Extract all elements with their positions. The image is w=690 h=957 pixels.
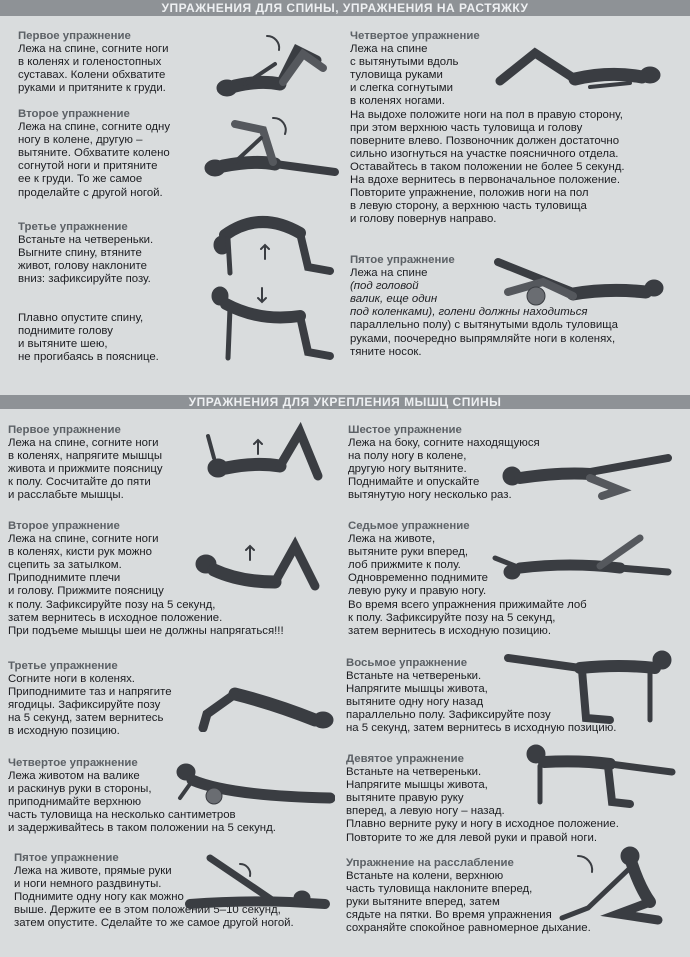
ex-line: в коленях, кисти рук можно: [8, 546, 152, 559]
ex-title: Шестое упражнение: [348, 424, 462, 436]
ex-line: и голову повернув направо.: [350, 213, 497, 226]
ex-title: Девятое упражнение: [346, 753, 464, 765]
ex-title: Первое упражнение: [18, 30, 131, 42]
figure-quadruped-leg: [500, 642, 675, 726]
ex-line: часть туловища наклоните вперед,: [346, 883, 533, 896]
ex-line: вытяните. Обхватите колено: [18, 147, 170, 160]
ex-line: Лежа на спине, согните ноги: [8, 437, 159, 450]
stretch-ex3-part2: [18, 312, 159, 364]
ex-line: ногу в колене, другую –: [18, 134, 143, 147]
figure-bridge: [195, 670, 340, 732]
ex-title: Четвертое упражнение: [350, 30, 480, 42]
figure-pelvic-press: [200, 418, 340, 498]
figure-leg-extension: [478, 252, 673, 314]
figure-bird-dog: [500, 740, 678, 810]
ex-line: сильно изогнуться на участке поясничного отдела.: [350, 147, 619, 160]
ex-line: Приподнимите таз и напрягите: [8, 686, 172, 699]
ex-line: ягодицы. Зафиксируйте позу: [8, 699, 161, 712]
ex-line: левую руку и правую ногу.: [348, 585, 487, 598]
figure-knees-to-chest: [205, 28, 335, 100]
ex-line: поверните влево. Позвоночник должен достаточно: [350, 134, 620, 147]
ex-line: На вдохе вернитесь в первоначальное положение.: [350, 174, 621, 187]
ex-line: Встаньте на четвереньки.: [18, 234, 154, 247]
ex-line: на полу ногу в колене,: [348, 450, 467, 463]
ex-line: поднимите голову: [18, 325, 113, 338]
ex-line: к полу. Зафиксируйте позу на 5 секунд,: [8, 598, 216, 611]
ex-line: Плавно верните руку и ногу в исходное положение.: [346, 818, 619, 831]
ex-line: вытяните одну ногу назад: [346, 696, 484, 709]
figure-leg-raise-prone: [180, 850, 330, 912]
stretch-ex2: [18, 108, 170, 200]
ex-line: сядьте на пятки. Во время упражнения: [346, 909, 552, 922]
ex-line: Лежа на спине, согните ноги: [18, 43, 169, 56]
ex-line: при этом верхнюю часть туловища и голову: [350, 121, 583, 134]
ex-line: в коленях ногами.: [350, 95, 445, 108]
figure-cat-arch: [200, 205, 335, 277]
ex-line: Плавно опустите спину,: [18, 312, 144, 324]
ex-line: На выдохе положите ноги на пол в правую сторону,: [350, 108, 623, 121]
figure-cat-lower: [200, 282, 335, 364]
ex-line: руками и притяните к груди.: [18, 82, 166, 95]
ex-line: вытяните правую руку: [346, 792, 464, 805]
section-header-stretch: УПРАЖНЕНИЯ ДЛЯ СПИНЫ, УПРАЖНЕНИЯ НА РАСТЯЖКУ: [0, 0, 690, 16]
ex-line: Поднимите одну ногу как можно: [14, 891, 184, 904]
ex-line: Встаньте на колени, верхнюю: [346, 870, 504, 883]
ex-title: Четвертое упражнение: [8, 757, 138, 769]
strength-ex1: [8, 424, 163, 503]
ex-line: суставах. Колени обхватите: [18, 69, 166, 82]
ex-line: Повторите упражнение, положив ноги на пол: [350, 187, 589, 200]
ex-title: Третье упражнение: [8, 660, 118, 672]
ex-line: тяните носок.: [350, 345, 422, 358]
ex-line: затем вернитесь в исходное положение.: [8, 611, 223, 624]
ex-line: вперед, а левую ногу – назад.: [346, 805, 505, 818]
ex-line: затем вернитесь в исходную позицию.: [348, 624, 552, 637]
ex-line: не прогибаясь в пояснице.: [18, 351, 159, 364]
figure-one-knee-to-chest: [195, 110, 340, 182]
ex-title: Второе упражнение: [18, 108, 130, 120]
ex-title: Седьмое упражнение: [348, 520, 470, 532]
ex-line: (под головой: [350, 280, 419, 293]
ex-line: вытяните руки вперед,: [348, 546, 469, 559]
ex-line: живота и прижмите поясницу: [8, 463, 163, 476]
ex-title: Пятое упражнение: [350, 254, 455, 266]
ex-line: Лежа на спине, согните ноги: [8, 533, 159, 546]
ex-line: под коленками), голени должны находиться: [350, 306, 588, 319]
ex-line: руки вытяните вперед, затем: [346, 896, 500, 909]
ex-line: Одновременно поднимите: [348, 572, 489, 585]
ex-line: Оставайтесь в таком положении не более 5 секунд.: [350, 160, 625, 173]
ex-line: Напрягите мышцы живота,: [346, 779, 488, 792]
ex-title: Упражнение на расслабление: [346, 857, 514, 869]
ex-line: на 5 секунд, затем вернитесь в исходную позицию.: [346, 722, 617, 735]
ex-line: согнутой ноги и притяните: [18, 160, 158, 173]
ex-line: и ноги немного раздвинуты.: [14, 878, 162, 891]
ex-line: параллельно полу. Зафиксируйте позу: [346, 709, 551, 722]
figure-back-extension: [170, 758, 335, 806]
ex-line: другую ногу вытяните.: [348, 463, 467, 476]
ex-line: Во время всего упражнения прижимайте лоб: [348, 598, 587, 611]
ex-line: сцепить за затылком.: [8, 559, 122, 572]
ex-line: Напрягите мышцы живота,: [346, 683, 488, 696]
ex-title: Третье упражнение: [18, 221, 128, 233]
figure-child-pose: [548, 838, 678, 930]
ex-line: При подъеме мышцы шеи не должны напрягаться!!!: [8, 624, 284, 637]
ex-line: Лежа на животе,: [348, 533, 436, 546]
ex-line: лоб прижмите к полу.: [348, 559, 461, 572]
ex-line: Поднимайте и опускайте: [348, 476, 480, 489]
ex-line: руками, поочередно выпрямляйте ноги в коленях,: [350, 332, 616, 345]
ex-line: валик, еще один: [350, 293, 438, 306]
ex-line: Лежа на боку, согните находящуюся: [348, 437, 540, 450]
ex-line: Лежа на спине, согните одну: [18, 121, 171, 134]
ex-title: Второе упражнение: [8, 520, 120, 532]
ex-line: в коленях, напрягите мышцы: [8, 450, 163, 463]
ex-line: к полу. Зафиксируйте позу на 5 секунд,: [348, 611, 556, 624]
ex-title: Восьмое упражнение: [346, 657, 468, 669]
section-header-strength: УПРАЖНЕНИЯ ДЛЯ УКРЕПЛЕНИЯ МЫШЦ СПИНЫ: [0, 395, 690, 409]
ex-line: Повторите то же для левой руки и правой ноги.: [346, 831, 598, 844]
ex-line: на 5 секунд, затем вернитесь: [8, 712, 164, 725]
ex-line: Выгните спину, втяните: [18, 247, 142, 260]
figure-crunch: [190, 530, 335, 602]
ex-line: в исходную позицию.: [8, 725, 120, 738]
ex-line: и расслабьте мышцы.: [8, 489, 124, 502]
figure-spinal-twist: [480, 35, 670, 95]
figure-superman-opposite: [490, 528, 675, 586]
ex-line: вниз: зафиксируйте позу.: [18, 273, 151, 286]
ex-line: часть туловища на несколько сантиметров: [8, 809, 236, 822]
ex-line: Согните ноги в коленях.: [8, 673, 135, 686]
ex-line: в коленях и голеностопных: [18, 56, 162, 69]
ex-line: приподнимайте верхнюю: [8, 796, 142, 809]
ex-line: проделайте с другой ногой.: [18, 186, 163, 199]
ex-line: и голову. Прижмите поясницу: [8, 585, 164, 598]
stretch-ex3: [18, 221, 153, 286]
ex-line: Встаньте на четвереньки.: [346, 766, 482, 779]
ex-line: выше. Держите ее в этом положении 5–10 секунд,: [14, 904, 281, 917]
strength-ex3: [8, 660, 172, 739]
ex-line: Лежа животом на валике: [8, 770, 140, 783]
ex-line: к полу. Сосчитайте до пяти: [8, 476, 151, 489]
ex-line: сохраняйте спокойное равномерное дыхание.: [346, 922, 591, 935]
figure-side-leg-raise: [490, 438, 675, 502]
ex-title: Первое упражнение: [8, 424, 121, 436]
ex-line: вытянутую ногу несколько раз.: [348, 489, 512, 502]
ex-line: Лежа на животе, прямые руки: [14, 865, 172, 878]
stretch-ex1: [18, 30, 168, 95]
ex-line: и задерживайтесь в таком положении на 5 секунд.: [8, 822, 276, 835]
ex-line: и раскинув руки в стороны,: [8, 783, 152, 796]
ex-line: Лежа на спине: [350, 43, 428, 56]
ex-line: затем опустите. Сделайте то же самое другой ногой.: [14, 917, 294, 930]
ex-line: в левую сторону, а верхнюю часть туловища: [350, 200, 587, 213]
ex-line: и вытяните шею,: [18, 338, 108, 351]
ex-line: Приподнимите плечи: [8, 572, 121, 585]
ex-line: и слегка согнутыми: [350, 82, 453, 95]
ex-line: Встаньте на четвереньки.: [346, 670, 482, 683]
ex-line: туловища руками: [350, 69, 443, 82]
ex-title: Пятое упражнение: [14, 852, 119, 864]
ex-line: с вытянутыми вдоль: [350, 56, 459, 69]
ex-line: ее к груди. То же самое: [18, 173, 143, 186]
ex-line: параллельно полу) с вытянутыми вдоль туловища: [350, 319, 618, 332]
ex-line: живот, голову наклоните: [18, 260, 147, 273]
ex-line: Лежа на спине: [350, 267, 428, 280]
